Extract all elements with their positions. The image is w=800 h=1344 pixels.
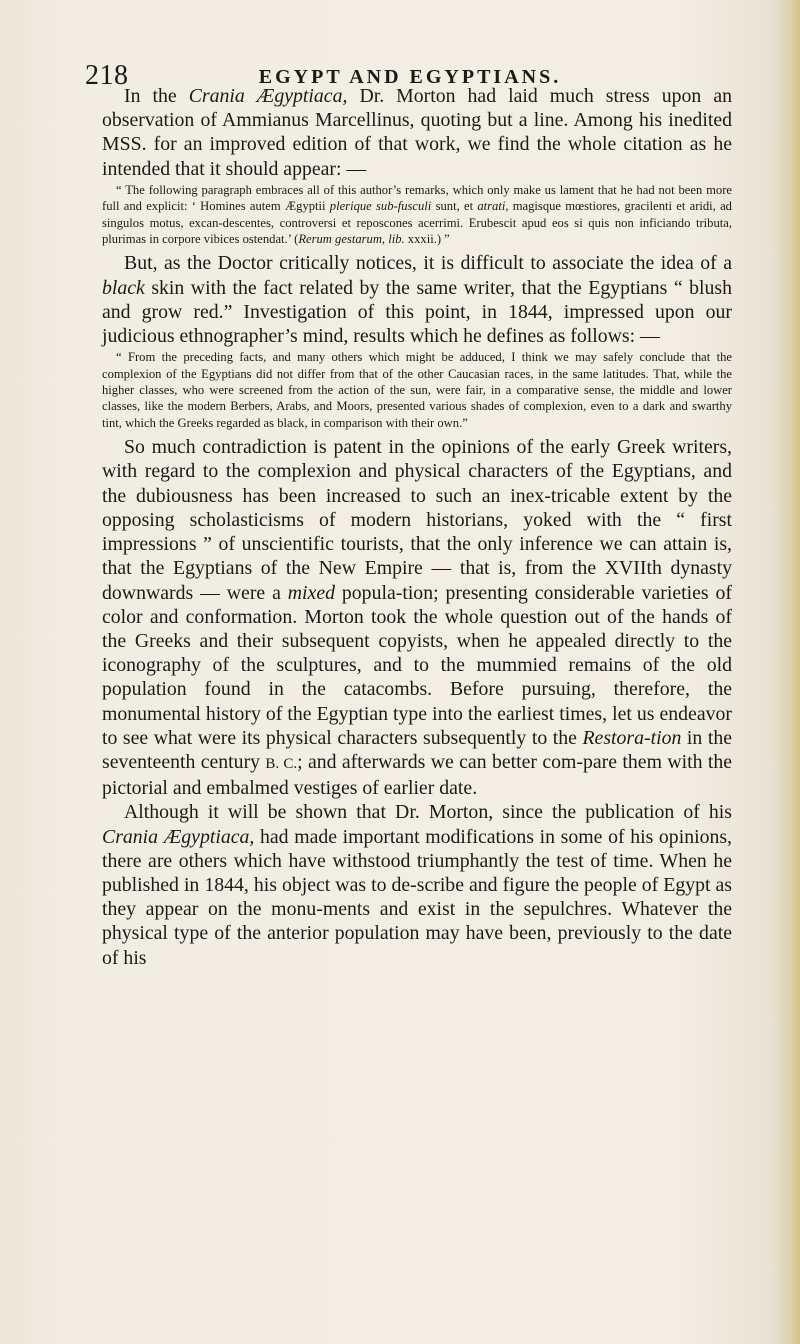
running-title: EGYPT AND EGYPTIANS.	[258, 66, 562, 88]
page-edge-stain	[778, 0, 800, 1344]
paragraph-3: So much contradiction is patent in the opinions of the early Greek writers, with regard to the complexion and physical characters of the Egyptians, and the dubiousness has been increased to such an inex-tricable extent by the opposing scholasticisms of modern historians, yoked with the “ first impressions ” of unscientific tourists, that the only inference we can attain is, that the Egyptians of the New Empire — that is, from the XVIIth dynasty downwards — were a mixed popula-tion; presenting considerable varieties of color and conformation. Morton took the whole question out of the hands of the Greeks and their subsequent copyists, when he appealed directly to the iconography of the sculptures, and to the mummied remains of the old population found in the catacombs. Before pursuing, therefore, the monumental history of the Egyptian type into the earliest times, let us endeavor to see what were its physical characters subsequently to the Restora-tion in the seventeenth century B. C.; and afterwards we can better com-pare them with the pictorial and embalmed vestiges of earlier date.	[102, 436, 733, 800]
paragraph-4: Although it will be shown that Dr. Morton, since the publication of his Crania Ægyptiaca, had made important modifications in some of his opinions, there are others which have withstood triumphantly the test of time. When he published in 1844, his object was to de-scribe and figure the people of Egypt as they appear on the monu-ments and exist in the sepulchres. Whatever the physical type of the anterior population may have been, previously to the date of his	[102, 801, 733, 969]
paragraph-2: But, as the Doctor critically notices, it is difficult to associate the idea of a black skin with the fact related by the same writer, that the Egyptians “ blush and grow red.” Investigation of this point, in 1844, impressed upon our judicious ethnographer’s mind, results which he defines as follows: —	[102, 252, 732, 348]
quotation-morton: “ From the preceding facts, and many others which might be adduced, I think we may safely conclude that the complexion of the Egyptians did not differ from that of the other Caucasian races, in the same latitudes. That, while the higher classes, who were screened from the action of the sun, were fair, in a comparative sense, the middle and lower classes, like the modern Berbers, Arabs, and Moors, presented various shades of complexion, even to a dark and swarthy tint, which the Greeks regarded as black, in comparison with their own.”	[102, 350, 732, 430]
quotation-ammianus: “ The following paragraph embraces all of this author’s remarks, which only make us lament that he had not been more full and explicit: ‘ Homines autem Ægyptii plerique sub-fusculi sunt, et atrati, magisque mœstiores, gracilenti et aridi, ad singulos motus, excan-descentes, controversi et reposcones acerrimi. Erubescit apud eos si quis non inficiando tributa, plurimas in corpore vibices ostendat.’ (Rerum gestarum, lib. xxxii.) ”	[102, 182, 732, 247]
page-number: 218	[85, 60, 129, 91]
paragraph-1: In the Crania Ægyptiaca, Dr. Morton had laid much stress upon an observation of Ammianus Marcellinus, quoting but a line. Among his inedited MSS. for an improved edition of that work, we find the whole citation as he intended that it should appear: —	[102, 85, 732, 180]
page-body	[102, 84, 732, 970]
